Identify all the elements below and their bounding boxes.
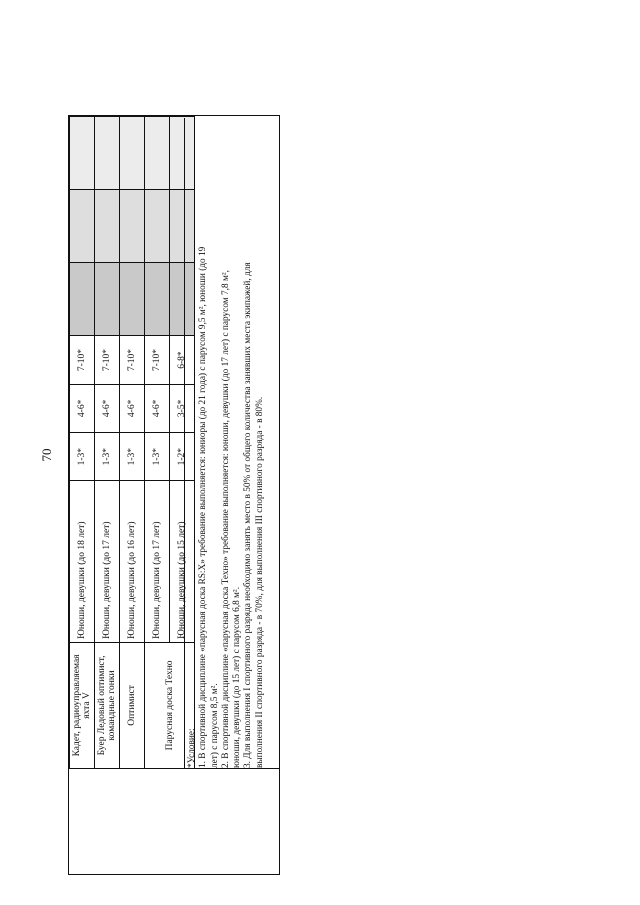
value-cell: 1-3* bbox=[70, 433, 95, 481]
note-line: 3. Для выполнения I спортивного разряда необходимо занять место в 50% от общего количества занявших места экипажей, для bbox=[243, 262, 254, 768]
value-cell: 6-8* bbox=[170, 336, 195, 384]
table-row bbox=[145, 117, 170, 769]
value-cell: 7-10* bbox=[95, 336, 120, 384]
value-cell: 1-3* bbox=[120, 433, 145, 481]
value-cell: 4-6* bbox=[145, 384, 170, 432]
value-cell: 4-6* bbox=[120, 384, 145, 432]
shaded-cell bbox=[95, 117, 120, 190]
value-cell: 3-5* bbox=[170, 384, 195, 432]
notes-block bbox=[184, 118, 266, 768]
shaded-cell bbox=[145, 190, 170, 263]
shaded-cell bbox=[70, 117, 95, 190]
sport-cell: Кадет, радиоуправляемая яхта V bbox=[70, 642, 95, 768]
value-cell: 7-10* bbox=[70, 336, 95, 384]
table-row bbox=[120, 117, 145, 769]
age-cell: Юноши, девушки (до 15 лет) bbox=[170, 481, 195, 643]
shaded-cell bbox=[120, 190, 145, 263]
sport-cell: Парусная доска Техно bbox=[145, 642, 195, 768]
value-cell: 7-10* bbox=[120, 336, 145, 384]
value-cell: 4-6* bbox=[95, 384, 120, 432]
shaded-cell bbox=[120, 263, 145, 336]
note-line: юноши, девушки (до 15 лет) с парусом 6,8 м². bbox=[232, 586, 243, 768]
page-number: 70 bbox=[39, 448, 54, 462]
shaded-cell bbox=[145, 117, 170, 190]
age-cell: Юноши, девушки (до 18 лет) bbox=[70, 481, 95, 643]
note-line: лет) с парусом 8,5 м². bbox=[209, 683, 220, 768]
note-line: 1. В спортивной дисциплине «парусная доска RS:X» требование выполняется: юниоры (до 21 года) с парусом 9,5 м², юноши (до 19 bbox=[198, 246, 209, 768]
table-row bbox=[70, 117, 95, 769]
note-line: выполнения II спортивного разряда - в 70%, для выполнения III спортивного разряда - в 80%. bbox=[254, 396, 265, 768]
shaded-cell bbox=[95, 190, 120, 263]
sport-cell: Оптимист bbox=[120, 642, 145, 768]
standards-table bbox=[69, 116, 195, 769]
age-cell: Юноши, девушки (до 16 лет) bbox=[120, 481, 145, 643]
value-cell: 1-3* bbox=[95, 433, 120, 481]
value-cell: 1-3* bbox=[145, 433, 170, 481]
left-empty-column bbox=[69, 768, 279, 874]
shaded-cell bbox=[120, 117, 145, 190]
table-frame bbox=[68, 115, 280, 875]
age-cell: Юноши, девушки (до 17 лет) bbox=[145, 481, 170, 643]
value-cell: 4-6* bbox=[70, 384, 95, 432]
shaded-cell bbox=[70, 263, 95, 336]
age-cell: Юноши, девушки (до 17 лет) bbox=[95, 481, 120, 643]
table-row bbox=[95, 117, 120, 769]
rotated-content bbox=[68, 115, 280, 875]
notes-title: *Условие: bbox=[187, 728, 197, 768]
shaded-cell bbox=[95, 263, 120, 336]
shaded-cell bbox=[70, 190, 95, 263]
value-cell: 7-10* bbox=[145, 336, 170, 384]
note-line: 2. В спортивной дисциплине «парусная доска Техно» требование выполняется: юноши, девушки (до 17 лет) с парусом 7,8 м², bbox=[220, 270, 231, 768]
value-cell: 1-2* bbox=[170, 433, 195, 481]
sport-cell: Буер Ледовый оптимист, командные гонки bbox=[95, 642, 120, 768]
shaded-cell bbox=[145, 263, 170, 336]
